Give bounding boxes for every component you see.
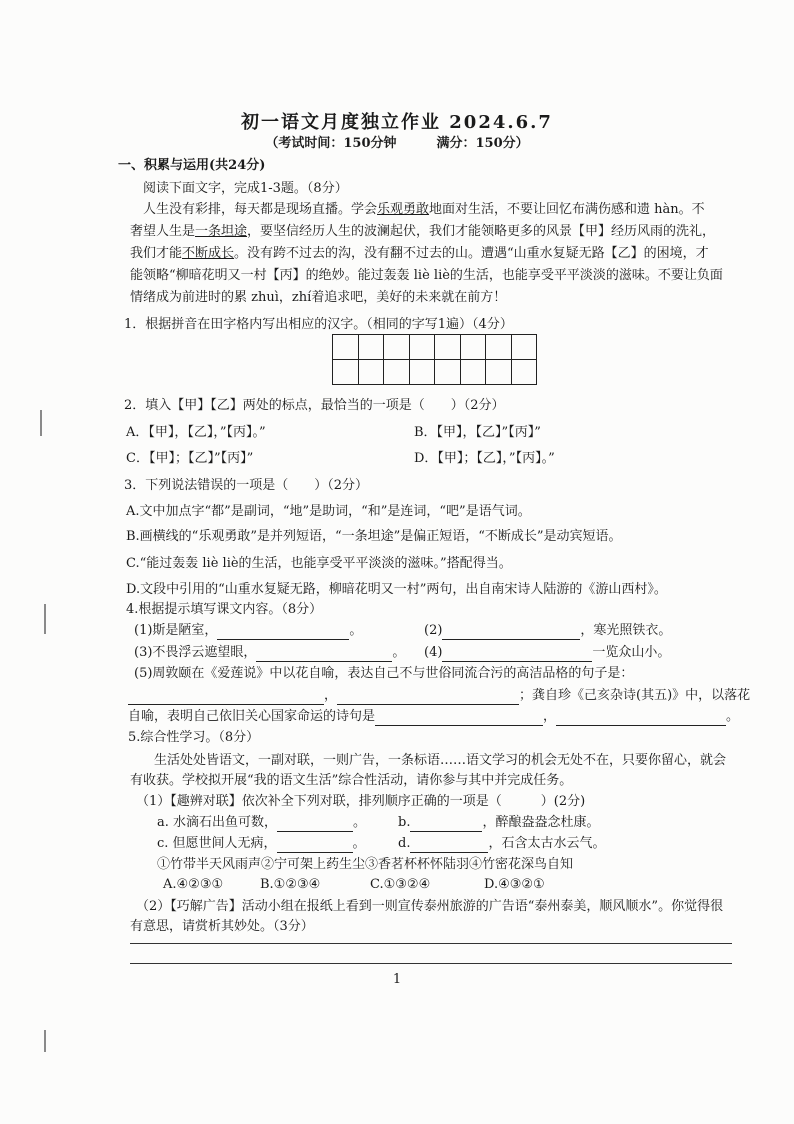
q2-option-b[interactable]: B．【甲】，【乙】”【丙】” <box>414 425 541 440</box>
q5-1-option-b[interactable]: B.①②③④ <box>260 877 321 892</box>
couplet-a: a. 水滴石出鱼可数， 。 <box>157 815 367 830</box>
passage-line-2: 奢望人生是一条坦途，要坚信经历人生的波澜起伏，我们才能领略更多的风景【甲】经历风雨的洗礼， <box>130 224 716 239</box>
exam-time: （考试时间：150分钟 <box>265 136 397 151</box>
answer-line[interactable] <box>130 963 732 964</box>
q4-item-5-line-2: ， ；龚自珍《己亥杂诗(其五)》中，以落花 <box>128 687 750 705</box>
scan-mark <box>44 1030 46 1052</box>
couplet-d: d. ，石含太古水云气。 <box>398 836 606 851</box>
answer-blank[interactable] <box>556 711 726 726</box>
answer-blank[interactable] <box>217 625 349 640</box>
question-3: 3．下列说法错误的一项是（ ）（2分） <box>124 478 369 493</box>
underlined-phrase: 乐观勇敢 <box>377 202 430 217</box>
underlined-phrase: 一条坦途 <box>195 224 248 239</box>
passage-line-3: 我们才能不断成长。没有跨不过去的沟，没有翻不过去的山。遭遇“山重水复疑无路【乙】的困境，才 <box>130 246 709 261</box>
answer-blank[interactable] <box>442 647 592 662</box>
scan-mark <box>40 410 42 436</box>
question-2: 2．填入【甲】【乙】两处的标点，最恰当的一项是（ ）（2分） <box>124 398 505 413</box>
page-title: 初一语文月度独立作业 2024.6.7 <box>241 112 553 133</box>
q5-part-2-line-1: （2）【巧解广告】活动小组在报纸上看到一则宣传泰州旅游的广告语“泰州泰美，顺风顺水”。你觉得很 <box>136 899 724 914</box>
question-4: 4.根据提示填写课文内容。（8分） <box>126 602 323 617</box>
character-grid[interactable] <box>332 334 537 385</box>
q4-item-5-line-3: 自喻，表明自己依旧关心国家命运的诗句是 ， 。 <box>128 709 740 724</box>
scan-mark <box>44 604 46 634</box>
q3-option-a[interactable]: A.文中加点字“都”是副词，“地”是助词，“和”是连词，“吧”是语气词。 <box>126 504 531 519</box>
question-1: 1．根据拼音在田字格内写出相应的汉字。（相同的字写1遍）（4分） <box>124 317 513 332</box>
answer-blank[interactable] <box>256 647 392 662</box>
reading-instruction: 阅读下面文字，完成1-3题。（8分） <box>143 181 348 196</box>
couplet-c: c. 但愿世间人无病， 。 <box>157 836 366 851</box>
q2-option-d[interactable]: D．【甲】；【乙】，”【丙】。” <box>414 451 555 466</box>
q5-1-option-c[interactable]: C.①③②④ <box>370 877 431 892</box>
couplet-b: b. ，醉酿盎盎念杜康。 <box>398 815 600 830</box>
answer-blank[interactable] <box>277 838 353 853</box>
answer-blank[interactable] <box>128 690 324 705</box>
answer-blank[interactable] <box>410 817 482 832</box>
q2-option-a[interactable]: A．【甲】，【乙】，”【丙】。” <box>126 425 266 440</box>
answer-blank[interactable] <box>442 625 580 640</box>
question-5: 5.综合性学习。（8分） <box>128 730 260 745</box>
q5-intro-line-1: 生活处处皆语文，一副对联，一则广告，一条标语……语文学习的机会无处不在，只要你留心，就会 <box>154 753 727 768</box>
passage-line-4: 能领略“柳暗花明又一村【丙】的绝妙。能过轰轰 liè liè的生活，也能享受平平淡淡的滋味。不要让负面 <box>130 268 723 283</box>
q5-1-option-d[interactable]: D.④③②① <box>484 877 545 892</box>
q5-1-choices: ①竹带半天风雨声②宁可架上药生尘③香茗杯杯怀陆羽④竹密花深鸟自知 <box>157 857 574 872</box>
answer-line[interactable] <box>130 943 732 944</box>
page-number: 1 <box>392 972 402 987</box>
q4-item-5: (5)周敦颐在《爱莲说》中以花自喻，表达自己不与世俗同流合污的高洁品格的句子是： <box>134 666 634 681</box>
q4-item-2: (2) ，寒光照铁衣。 <box>424 623 672 638</box>
answer-blank[interactable] <box>337 690 519 705</box>
q2-option-c[interactable]: C．【甲】；【乙】”【丙】” <box>126 451 254 466</box>
answer-blank[interactable] <box>375 711 543 726</box>
q4-item-1: (1)斯是陋室， 。 <box>134 623 363 638</box>
q5-part-2-line-2: 有意思，请赏析其妙处。（3分） <box>130 919 314 934</box>
q4-item-4: (4) 一览众山小。 <box>424 645 671 660</box>
q5-1-option-a[interactable]: A.④②③① <box>163 877 224 892</box>
q3-option-c[interactable]: C.“能过轰轰 liè liè的生活，也能享受平平淡淡的滋味。”搭配得当。 <box>126 556 512 571</box>
full-score: 满分：150分） <box>436 136 529 151</box>
q3-option-b[interactable]: B.画横线的“乐观勇敢”是并列短语，“一条坦途”是偏正短语，“不断成长”是动宾短语。 <box>126 529 622 544</box>
exam-info <box>0 132 794 151</box>
q4-item-3: (3)不畏浮云遮望眼， 。 <box>134 645 406 660</box>
section-heading: 一、积累与运用(共24分) <box>118 158 266 173</box>
underlined-phrase: 不断成长 <box>182 246 235 261</box>
answer-blank[interactable] <box>277 817 353 832</box>
q5-intro-line-2: 有收获。学校拟开展“我的语文生活”综合性活动，请你参与其中并完成任务。 <box>130 773 573 788</box>
q5-part-1: （1）【趣辨对联】依次补全下列对联，排列顺序正确的一项是（ ）(2分) <box>136 794 586 809</box>
passage-line-1: 人生没有彩排，每天都是现场直播。学会乐观勇敢地面对生活，不要让回忆布满伤感和遗 hàn。不 <box>143 202 705 217</box>
q3-option-d[interactable]: D.文段中引用的“山重水复疑无路，柳暗花明又一村”两句，出自南宋诗人陆游的《游山西村》。 <box>126 582 667 597</box>
answer-blank[interactable] <box>410 838 488 853</box>
passage-line-5: 情绪成为前进时的累 zhuì，zhí着追求吧，美好的未来就在前方！ <box>130 290 507 305</box>
